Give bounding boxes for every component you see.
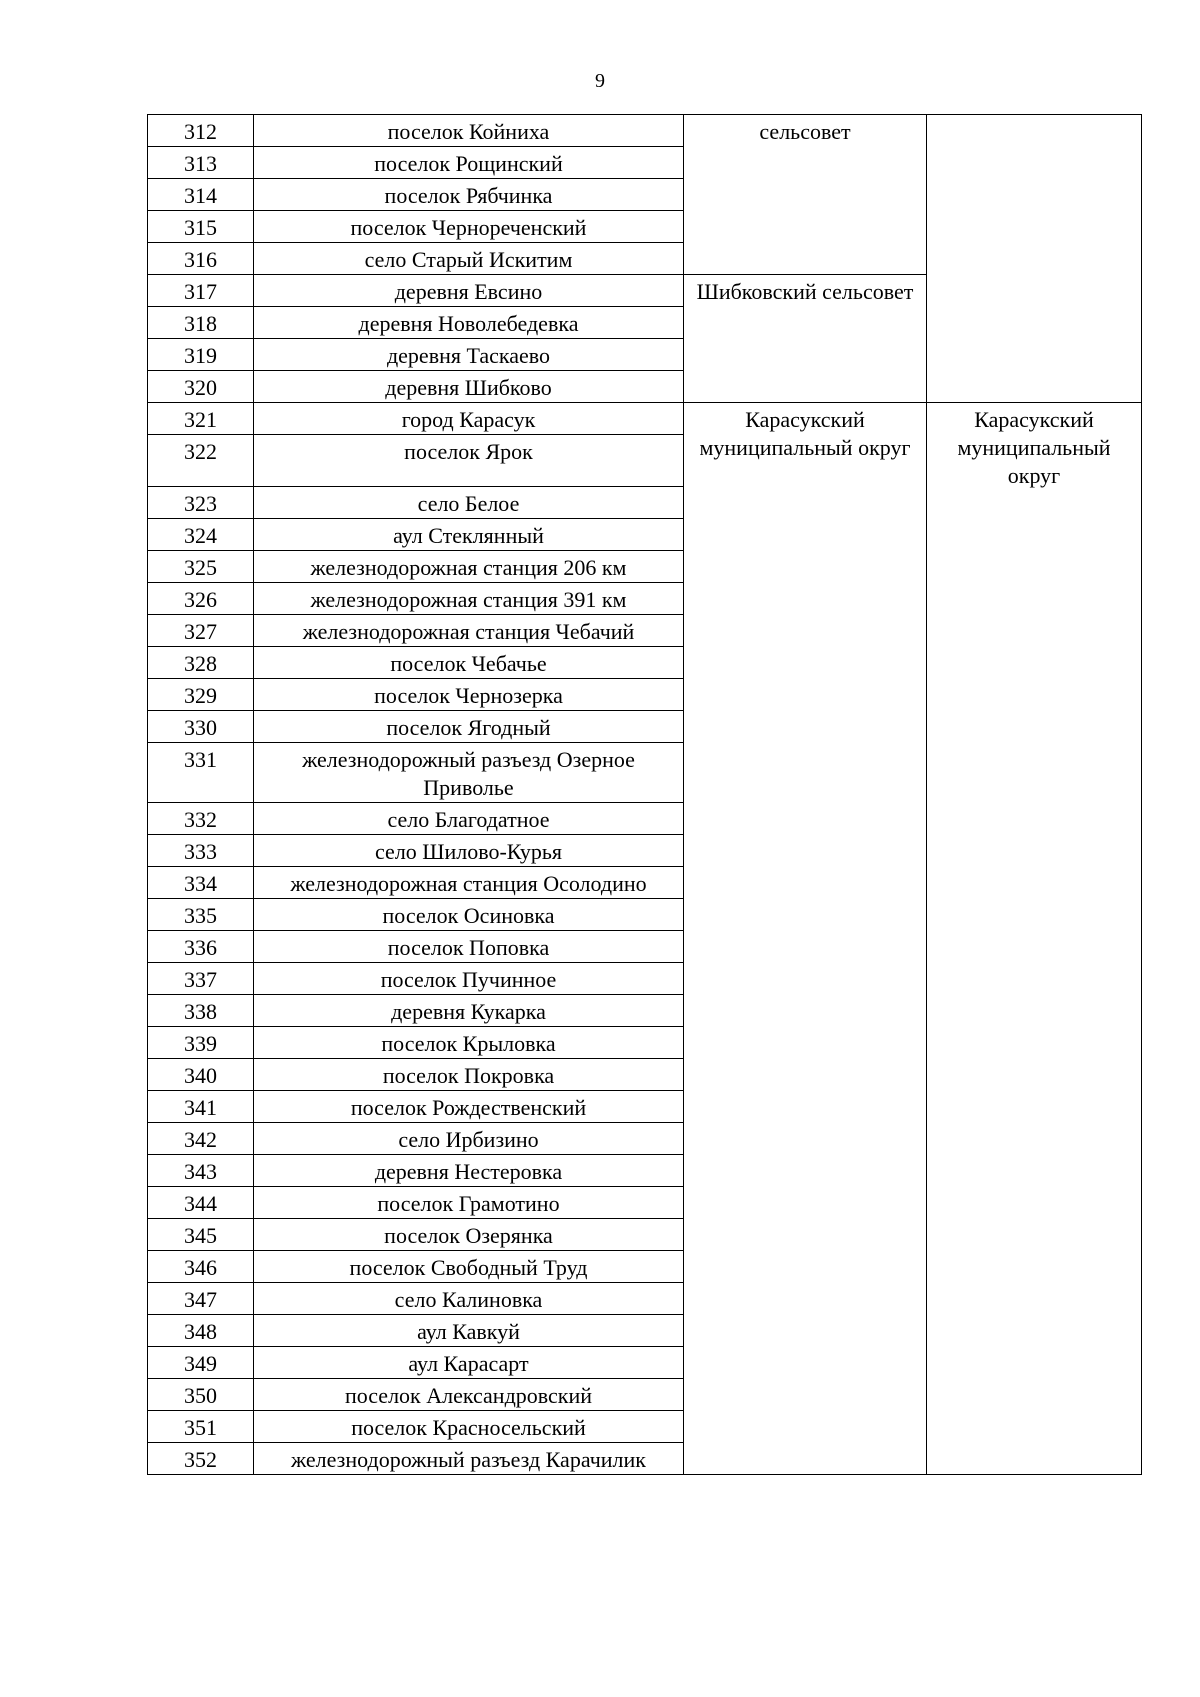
settlement-name: железнодорожная станция Осолодино xyxy=(254,867,684,899)
settlement-name: поселок Пучинное xyxy=(254,963,684,995)
settlement-name: село Шилово-Курья xyxy=(254,835,684,867)
settlement-name: железнодорожный разъезд Озерное Приволье xyxy=(254,743,684,803)
settlement-name: поселок Чебачье xyxy=(254,647,684,679)
row-number: 318 xyxy=(148,307,254,339)
row-number: 333 xyxy=(148,835,254,867)
row-number: 324 xyxy=(148,519,254,551)
district-cell: Карасукский муниципальный округ xyxy=(927,403,1142,1475)
settlement-name: поселок Грамотино xyxy=(254,1187,684,1219)
settlement-name: поселок Красносельский xyxy=(254,1411,684,1443)
row-number: 329 xyxy=(148,679,254,711)
settlement-name: деревня Таскаево xyxy=(254,339,684,371)
table-row xyxy=(148,115,1142,147)
settlement-name: железнодорожная станция 206 км xyxy=(254,551,684,583)
settlement-name: деревня Евсино xyxy=(254,275,684,307)
row-number: 351 xyxy=(148,1411,254,1443)
district-cell xyxy=(927,115,1142,403)
settlement-name: поселок Крыловка xyxy=(254,1027,684,1059)
settlement-name: поселок Ягодный xyxy=(254,711,684,743)
settlement-name: поселок Чернозерка xyxy=(254,679,684,711)
row-number: 328 xyxy=(148,647,254,679)
row-number: 346 xyxy=(148,1251,254,1283)
row-number: 321 xyxy=(148,403,254,435)
table-row xyxy=(148,403,1142,435)
settlement-name: деревня Шибково xyxy=(254,371,684,403)
row-number: 334 xyxy=(148,867,254,899)
row-number: 319 xyxy=(148,339,254,371)
row-number: 337 xyxy=(148,963,254,995)
row-number: 345 xyxy=(148,1219,254,1251)
row-number: 343 xyxy=(148,1155,254,1187)
row-number: 332 xyxy=(148,803,254,835)
settlements-table-body xyxy=(148,115,1142,1475)
settlement-name: аул Стеклянный xyxy=(254,519,684,551)
settlement-name: поселок Рощинский xyxy=(254,147,684,179)
row-number: 330 xyxy=(148,711,254,743)
settlement-name: поселок Рождественский xyxy=(254,1091,684,1123)
settlement-name: железнодорожная станция Чебачий xyxy=(254,615,684,647)
row-number: 339 xyxy=(148,1027,254,1059)
row-number: 325 xyxy=(148,551,254,583)
settlement-name: деревня Новолебедевка xyxy=(254,307,684,339)
row-number: 338 xyxy=(148,995,254,1027)
row-number: 349 xyxy=(148,1347,254,1379)
row-number: 336 xyxy=(148,931,254,963)
row-number: 347 xyxy=(148,1283,254,1315)
row-number: 316 xyxy=(148,243,254,275)
settlement-name: поселок Александровский xyxy=(254,1379,684,1411)
settlement-name: село Ирбизино xyxy=(254,1123,684,1155)
settlement-name: город Карасук xyxy=(254,403,684,435)
settlement-name: железнодорожная станция 391 км xyxy=(254,583,684,615)
row-number: 313 xyxy=(148,147,254,179)
row-number: 344 xyxy=(148,1187,254,1219)
settlement-name: поселок Койниха xyxy=(254,115,684,147)
settlement-name: поселок Ярок xyxy=(254,435,684,487)
council-cell: Карасукский муниципальный округ xyxy=(684,403,927,1475)
row-number: 340 xyxy=(148,1059,254,1091)
row-number: 335 xyxy=(148,899,254,931)
settlement-name: железнодорожный разъезд Карачилик xyxy=(254,1443,684,1475)
settlement-name: поселок Осиновка xyxy=(254,899,684,931)
settlement-name: аул Карасарт xyxy=(254,1347,684,1379)
council-cell: Шибковский сельсовет xyxy=(684,275,927,403)
row-number: 326 xyxy=(148,583,254,615)
settlement-name: поселок Озерянка xyxy=(254,1219,684,1251)
row-number: 327 xyxy=(148,615,254,647)
council-cell: сельсовет xyxy=(684,115,927,275)
row-number: 317 xyxy=(148,275,254,307)
settlement-name: село Белое xyxy=(254,487,684,519)
settlement-name: село Старый Искитим xyxy=(254,243,684,275)
settlement-name: деревня Кукарка xyxy=(254,995,684,1027)
settlement-name: поселок Покровка xyxy=(254,1059,684,1091)
row-number: 331 xyxy=(148,743,254,803)
row-number: 315 xyxy=(148,211,254,243)
settlement-name: поселок Чернореченский xyxy=(254,211,684,243)
settlement-name: поселок Свободный Труд xyxy=(254,1251,684,1283)
row-number: 323 xyxy=(148,487,254,519)
settlement-name: поселок Рябчинка xyxy=(254,179,684,211)
row-number: 314 xyxy=(148,179,254,211)
settlement-name: поселок Поповка xyxy=(254,931,684,963)
row-number: 320 xyxy=(148,371,254,403)
settlement-name: деревня Нестеровка xyxy=(254,1155,684,1187)
row-number: 342 xyxy=(148,1123,254,1155)
settlement-name: село Калиновка xyxy=(254,1283,684,1315)
settlement-name: аул Кавкуй xyxy=(254,1315,684,1347)
settlements-table xyxy=(147,114,1142,1475)
page-number: 9 xyxy=(595,70,605,92)
row-number: 352 xyxy=(148,1443,254,1475)
row-number: 322 xyxy=(148,435,254,487)
row-number: 312 xyxy=(148,115,254,147)
row-number: 350 xyxy=(148,1379,254,1411)
row-number: 348 xyxy=(148,1315,254,1347)
row-number: 341 xyxy=(148,1091,254,1123)
settlement-name: село Благодатное xyxy=(254,803,684,835)
